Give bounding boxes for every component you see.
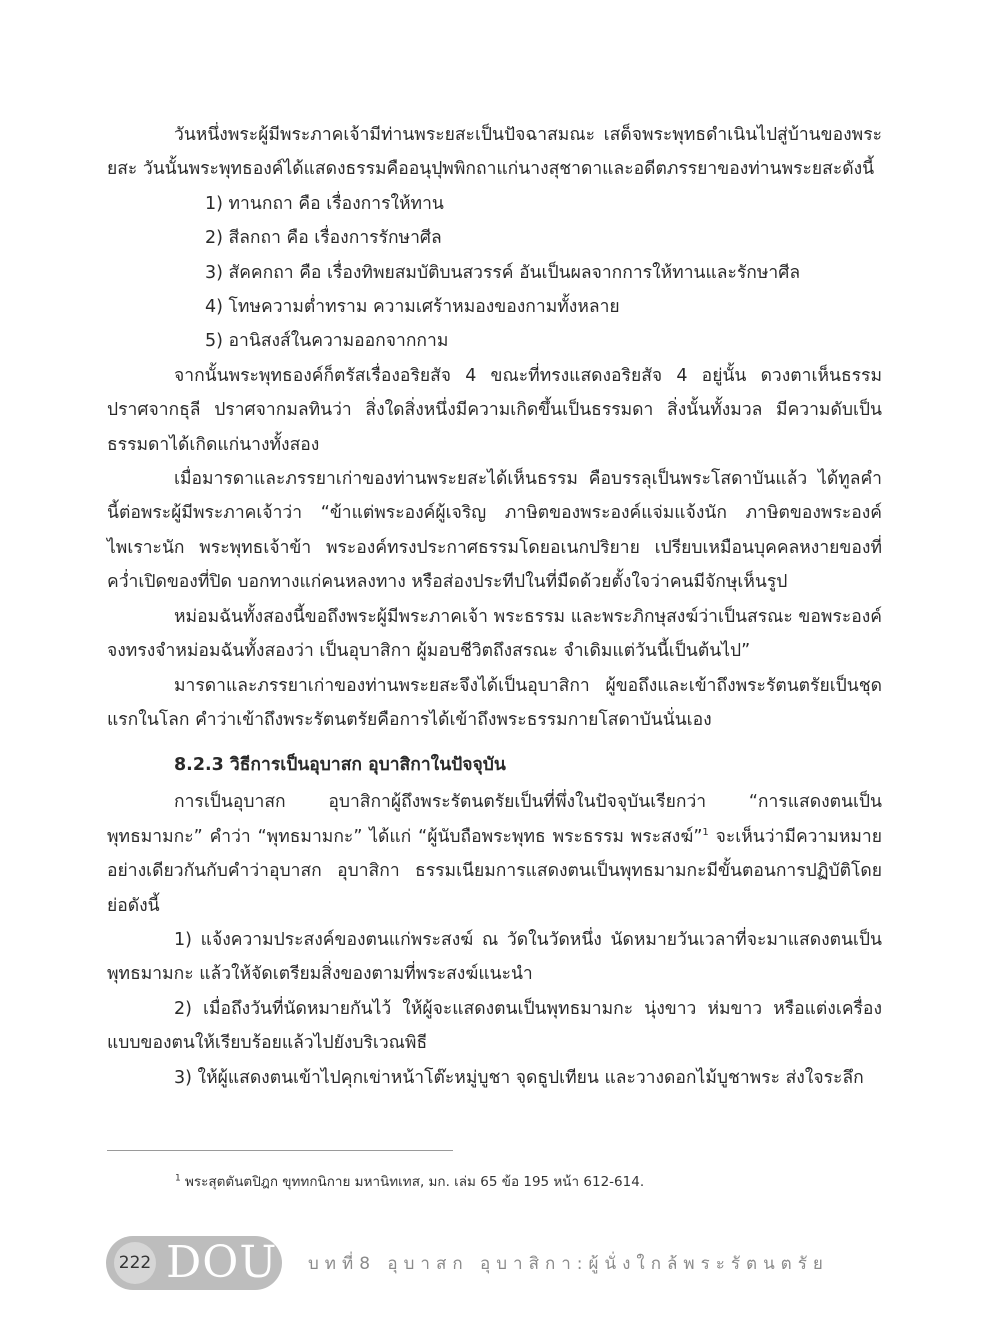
paragraph-4: หม่อมฉันทั้งสองนี้ขอถึงพระผู้มีพระภาคเจ้า พระธรรม และพระภิกษุสงฆ์ว่าเป็นสรณะ ขอพระองค์จงทรงจำหม่อมฉันทั้งสองว่า เป็นอุบาสิกา ผู้มอบชีวิตถึงสรณะ จำเดิมแต่วันนี้เป็นต้นไป” <box>107 606 882 662</box>
paragraph-1: วันหนึ่งพระผู้มีพระภาคเจ้ามีท่านพระยสะเป็นปัจฉาสมณะ เสด็จพระพุทธดำเนินไปสู่บ้านของพระยสะ วันนั้นพระพุทธองค์ได้แสดงธรรมคืออนุปุพพิกถาแก่นางสุชาดาและอดีตภรรยาของท่านพระยสะดังนี้ <box>107 125 882 180</box>
footnote-text: พระสุตตันตปิฎก ขุททกนิกาย มหานิทเทส, มก. เล่ม 65 ข้อ 195 หน้า 612-614. <box>180 1174 645 1190</box>
paragraph-6 <box>107 785 882 923</box>
footnote <box>175 1170 644 1192</box>
paragraph-2: จากนั้นพระพุทธองค์ก็ตรัสเรื่องอริยสัจ 4 ขณะที่ทรงแสดงอริยสัจ 4 อยู่นั้น ดวงตาเห็นธรรมปราศจากธุลี ปราศจากมลทินว่า สิ่งใดสิ่งหนึ่งมีความเกิดขึ้นเป็นธรรมดา สิ่งนั้นทั้งมวล มีความดับเป็นธรรมดาได้เกิดแก่นางทั้งสอง <box>107 365 882 455</box>
list-item: 5) อานิสงส์ในความออกจากกาม <box>205 331 449 352</box>
step-3: 3) ให้ผู้แสดงตนเข้าไปคุกเข่าหน้าโต๊ะหมู่บูชา จุดธูปเทียน และวางดอกไม้บูชาพระ ส่งใจระลึก <box>174 1067 864 1088</box>
paragraph-6-text-b: จะเห็นว่ามีความหมายอย่างเดียวกันกับคำว่าอุบาสก อุบาสิกา ธรรมเนียมการแสดงตนเป็นพุทธมามกะมีขั้นตอนการปฏิบัติโดยย่อดังนี้ <box>107 826 882 916</box>
step-2: 2) เมื่อถึงวันที่นัดหมายกันไว้ ให้ผู้จะแสดงตนเป็นพุทธมามกะ นุ่งขาว ห่มขาว หรือแต่งเครื่องแบบของตนให้เรียบร้อยแล้วไปยังบริเวณพิธี <box>107 998 882 1054</box>
list-item: 1) ทานกถา คือ เรื่องการให้ทาน <box>205 193 444 214</box>
list-item: 3) สัคคกถา คือ เรื่องทิพยสมบัติบนสวรรค์ อันเป็นผลจากการให้ทานและรักษาศีล <box>205 262 801 283</box>
list-item: 4) โทษความต่ำทราม ความเศร้าหมองของกามทั้งหลาย <box>205 297 620 318</box>
footnote-mark: 1 <box>175 1173 181 1184</box>
dou-logo: DOU <box>166 1237 278 1288</box>
paragraph-3: เมื่อมารดาและภรรยาเก่าของท่านพระยสะได้เห็นธรรม คือบรรลุเป็นพระโสดาบันแล้ว ได้ทูลคำนี้ต่อพระผู้มีพระภาคเจ้าว่า “ข้าแต่พระองค์ผู้เจริญ ภาษิตของพระองค์แจ่มแจ้งนัก ภาษิตของพระองค์ไพเราะนัก พระพุทธเจ้าข้า พระองค์ทรงประกาศธรรมโดยอเนกปริยาย เปรียบเหมือนบุคคลหงายของที่คว่ำเปิดของที่ปิด บอกทางแก่คนหลงทาง หรือส่องประทีปในที่มืดด้วยตั้งใจว่าคนมีจักษุเห็นรูป <box>107 469 882 593</box>
footnote-divider <box>107 1150 453 1151</box>
paragraph-5: มารดาและภรรยาเก่าของท่านพระยสะจึงได้เป็นอุบาสิกา ผู้ขอถึงและเข้าถึงพระรัตนตรัยเป็นชุดแรกในโลก คำว่าเข้าถึงพระรัตนตรัยคือการได้เข้าถึงพระธรรมกายโสดาบันนั่นเอง <box>107 675 882 730</box>
list-item: 2) สีลกถา คือ เรื่องการรักษาศีล <box>205 228 442 249</box>
page-number: 222 <box>114 1242 156 1284</box>
chapter-title: บทที่8 อุบาสก อุบาสิกา:ผู้นั่งใกล้พระรัตนตรัย <box>308 1254 829 1274</box>
paragraph-6-text-a: การเป็นอุบาสก อุบาสิกาผู้ถึงพระรัตนตรัยเป็นที่พึ่งในปัจจุบันเรียกว่า “การแสดงตนเป็นพุทธมามกะ” คำว่า “พุทธมามกะ” ได้แก่ “ผู้นับถือพระพุทธ พระธรรม พระสงฆ์” <box>107 792 882 847</box>
section-heading: 8.2.3 วิธีการเป็นอุบาสก อุบาสิกาในปัจจุบัน <box>174 755 506 776</box>
footnote-reference[interactable]: 1 <box>702 826 709 838</box>
page-body <box>107 118 882 1095</box>
step-1: 1) แจ้งความประสงค์ของตนแก่พระสงฆ์ ณ วัดในวัดหนึ่ง นัดหมายวันเวลาที่จะมาแสดงตนเป็นพุทธมามกะ แล้วให้จัดเตรียมสิ่งของตามที่พระสงฆ์แนะนำ <box>107 929 882 985</box>
